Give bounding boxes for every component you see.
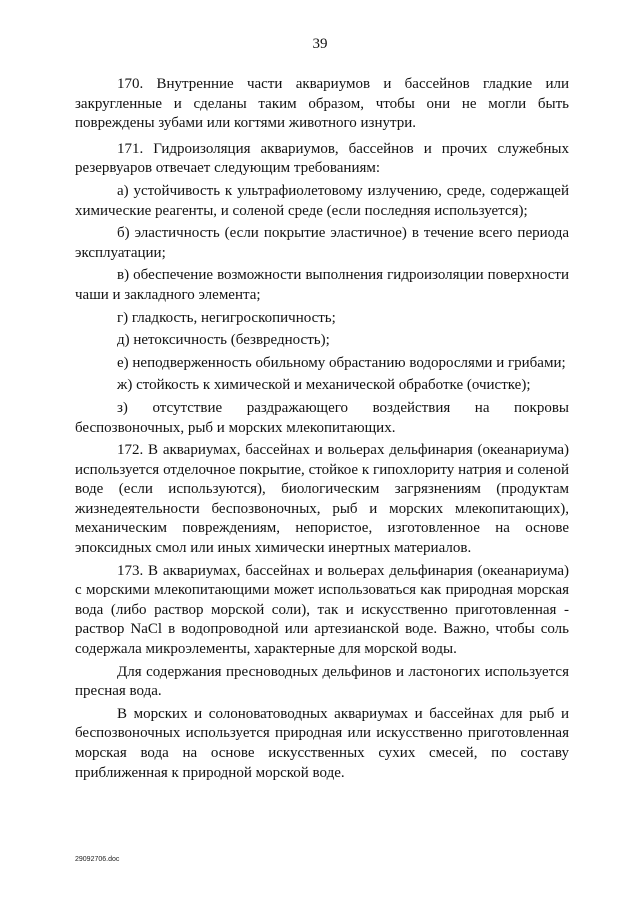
item-e: е) неподверженность обильному обрастанию водорослями и грибами;: [117, 354, 566, 371]
item-z: з) отсутствие раздражающего воздействия на покровы беспозвоночных, рыб и морских млекопитающих.: [75, 399, 569, 436]
paragraph-173: 173. В аквариумах, бассейнах и вольерах дельфинария (океанариума) с морскими млекопитающими может использоваться как природная морская вода (либо раствор морской соли), так и искусственно приготовленная - раствор NaCl в водопроводной или артезианской воде. Важно, чтобы соль содержала микроэлементы, характерные для морской воды.: [75, 562, 569, 658]
item-b: б) эластичность (если покрытие эластичное) в течение всего периода эксплуатации;: [75, 225, 569, 261]
item-v: в) обеспечение возможности выполнения гидроизоляции поверхности чаши и закладного элемента;: [75, 267, 569, 303]
item-zh: ж) стойкость к химической и механической обработке (очистке);: [117, 377, 531, 394]
item-g: г) гладкость, негигроскопичность;: [117, 309, 336, 326]
paragraph-172: 172. В аквариумах, бассейнах и вольерах дельфинария (океанариума) используется отделочное покрытие, стойкое к гипохлориту натрия и соленой воде (если используются), биологическим загрязнениям (продуктам жизнедеятельности беспозвоночных, рыб и морских млекопитающих), механическим повреждениям, непористое, изготовленное на основе эпоксидных смол или иных химически инертных материалов.: [75, 442, 569, 557]
item-d: д) нетоксичность (безвредность);: [117, 332, 330, 349]
freshwater-paragraph: Для содержания пресноводных дельфинов и ластоногих используется пресная вода.: [75, 663, 569, 700]
document-body: [75, 75, 569, 786]
paragraph-170: 170. Внутренние части аквариумов и бассейнов гладкие или закругленные и сделаны таким образом, чтобы они не могли быть повреждены зубами или когтями животного изнутри.: [75, 76, 569, 132]
page-number: 39: [312, 36, 328, 52]
item-a: а) устойчивость к ультрафиолетовому излучению, среде, содержащей химические реагенты, и соленой среде (если последняя используется);: [75, 182, 569, 219]
footer-filename: 29092706.doc: [75, 856, 120, 863]
paragraph-171: 171. Гидроизоляция аквариумов, бассейнов и прочих служебных резервуаров отвечает следующим требованиям:: [75, 140, 569, 177]
marine-water-paragraph: В морских и солоноватоводных аквариумах и бассейнах для рыб и беспозвоночных используется природная или искусственно приготовленная морская вода на основе искусственных сухих смесей, по составу приближенная к природной морской воде.: [75, 705, 569, 781]
